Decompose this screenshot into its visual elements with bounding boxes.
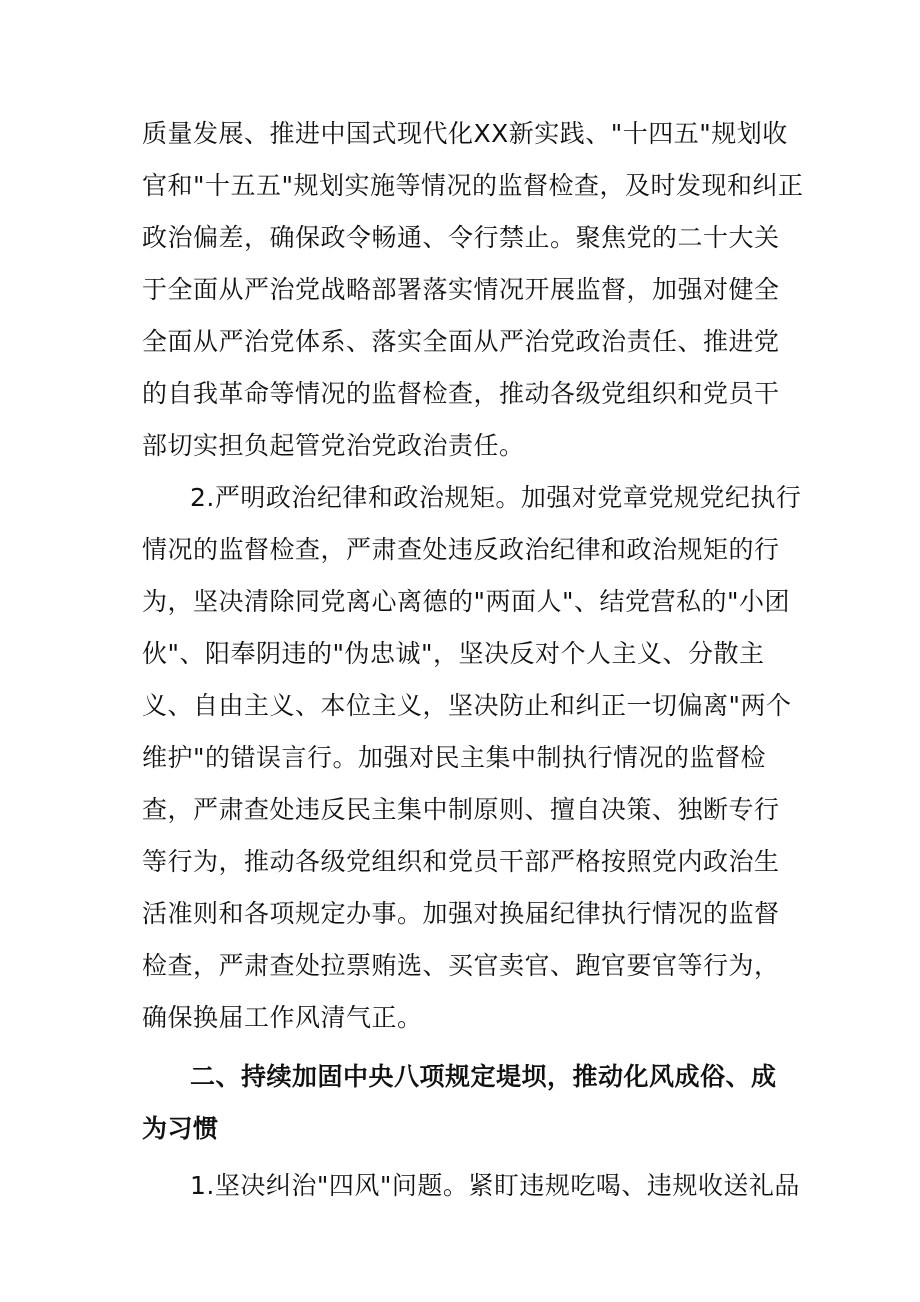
text-line: 确保换届工作风清气正。	[142, 1003, 423, 1032]
section-heading: 为习惯	[142, 1114, 219, 1143]
text-line: 1.坚决纠治"四风"问题。紧盯违规吃喝、违规收送礼品	[190, 1171, 800, 1200]
text-line: 2.严明政治纪律和政治规矩。加强对党章党规党纪执行	[190, 483, 802, 512]
text-line: 检查，严肃查处拉票贿选、买官卖官、跑官要官等行为，	[142, 951, 780, 980]
text-line: 义、自由主义、本位主义，坚决防止和纠正一切偏离"两个	[142, 691, 792, 720]
text-line: 政治偏差，确保政令畅通、令行禁止。聚焦党的二十大关	[142, 223, 780, 252]
text-line: 官和"十五五"规划实施等情况的监督检查，及时发现和纠正	[142, 171, 804, 200]
text-line: 全面从严治党体系、落实全面从严治党政治责任、推进党	[142, 327, 780, 356]
text-line: 等行为，推动各级党组织和党员干部严格按照党内政治生	[142, 847, 780, 876]
text-line: 伙"、阳奉阴违的"伪忠诚"，坚决反对个人主义、分散主	[142, 639, 765, 668]
text-line: 活准则和各项规定办事。加强对换届纪律执行情况的监督	[142, 899, 780, 928]
text-line: 情况的监督检查，严肃查处违反政治纪律和政治规矩的行	[142, 535, 780, 564]
text-line: 查，严肃查处违反民主集中制原则、擅自决策、独断专行	[142, 795, 780, 824]
text-line: 的自我革命等情况的监督检查，推动各级党组织和党员干	[142, 379, 780, 408]
text-line: 维护"的错误言行。加强对民主集中制执行情况的监督检	[142, 743, 767, 772]
text-line: 于全面从严治党战略部署落实情况开展监督，加强对健全	[142, 275, 780, 304]
section-heading: 二、持续加固中央八项规定堤坝，推动化风成俗、成	[190, 1062, 777, 1091]
text-line: 质量发展、推进中国式现代化XX新实践、"十四五"规划收	[142, 119, 788, 148]
text-line: 部切实担负起管党治党政治责任。	[142, 431, 525, 460]
text-line: 为，坚决清除同党离心离德的"两面人"、结党营私的"小团	[142, 587, 790, 616]
